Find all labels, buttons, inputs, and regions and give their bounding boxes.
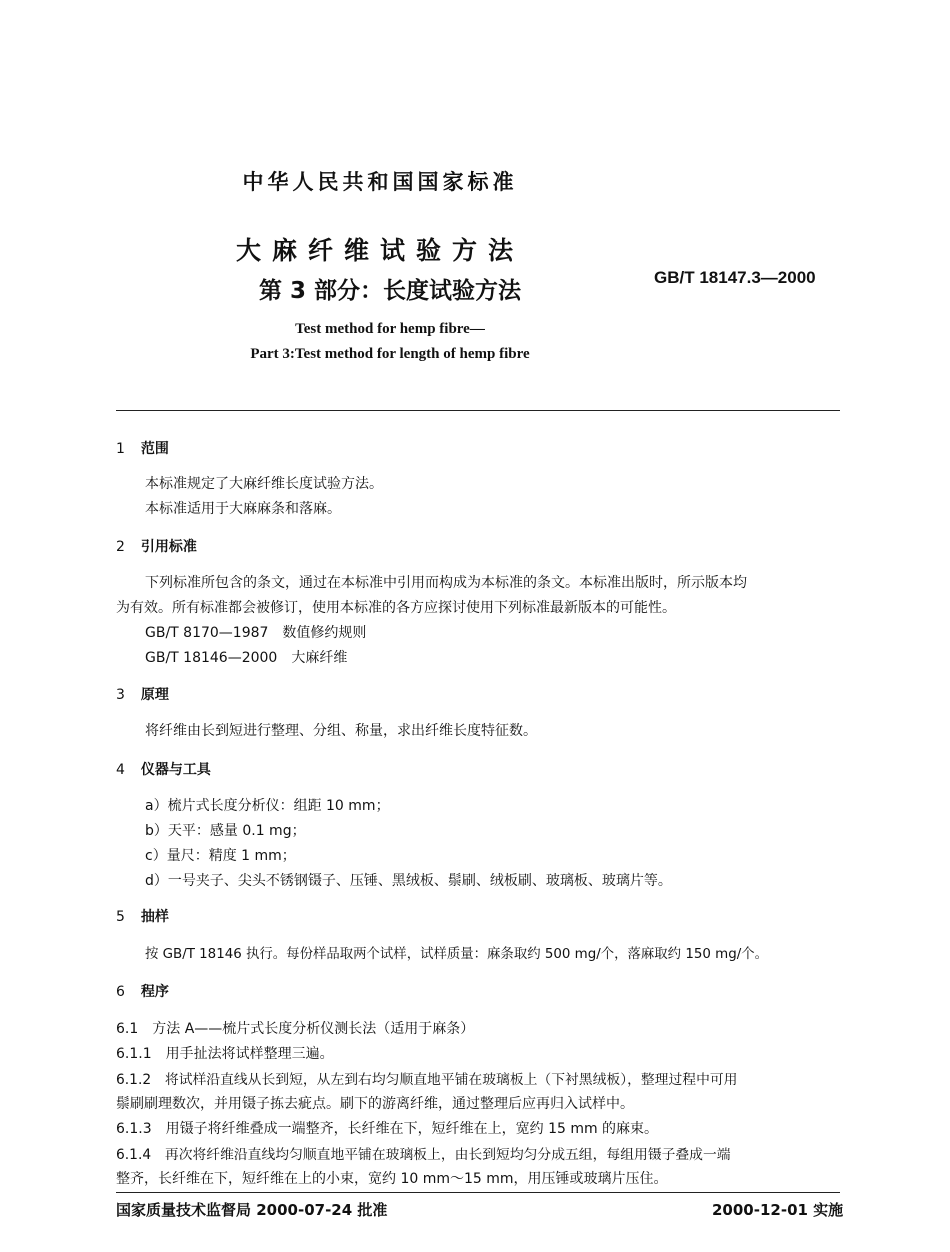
- section-6-heading: [116, 981, 169, 1001]
- footer-divider: [116, 1192, 840, 1193]
- section-5-heading: [116, 906, 169, 926]
- list-item: c）量尺：精度 1 mm；: [145, 848, 296, 864]
- paragraph: 将纤维由长到短进行整理、分组、称量，求出纤维长度特征数。: [145, 723, 537, 739]
- english-title-line1: Test method for hemp fibre—: [295, 321, 485, 337]
- paragraph: 按 GB/T 18146 执行。每份样品取两个试样，试样质量：麻条取约 500 mg/个，落麻取约 150 mg/个。: [145, 947, 768, 962]
- section-number: 5: [116, 909, 125, 925]
- paragraph: 本标准适用于大麻麻条和落麻。: [145, 501, 341, 517]
- list-item: d）一号夹子、尖头不锈钢镊子、压锤、黑绒板、鬃刷、绒板刷、玻璃板、玻璃片等。: [145, 873, 672, 889]
- standard-code: GB/T 18147.3—2000: [654, 268, 816, 287]
- section-title: 范围: [140, 441, 169, 457]
- section-number: 2: [116, 539, 125, 555]
- clause: 6.1.3 用镊子将纤维叠成一端整齐，长纤维在下，短纤维在上，宽约 15 mm 的麻束。: [116, 1121, 659, 1137]
- clause: 6.1.4 再次将纤维沿直线均匀顺直地平铺在玻璃板上，由长到短均匀分成五组，每组用镊子叠成一端: [116, 1147, 731, 1163]
- section-3-heading: [116, 684, 169, 704]
- section-title: 引用标准: [140, 539, 197, 555]
- clause: 6.1 方法 A——梳片式长度分析仪测长法（适用于麻条）: [116, 1021, 475, 1037]
- section-title: 仪器与工具: [140, 762, 211, 778]
- section-number: 1: [116, 441, 125, 457]
- section-number: 3: [116, 687, 125, 703]
- national-standard-heading: 中华人民共和国国家标准: [242, 170, 518, 194]
- clause-continuation: 整齐，长纤维在下，短纤维在上的小束，宽约 10 mm～15 mm，用压锤或玻璃片压住。: [116, 1171, 668, 1187]
- section-1-heading: [116, 438, 169, 458]
- clause-continuation: 鬃刷刷理数次，并用镊子拣去疵点。刷下的游离纤维，通过整理后应再归入试样中。: [116, 1096, 634, 1112]
- paragraph: 下列标准所包含的条文，通过在本标准中引用而构成为本标准的条文。本标准出版时，所示版本均: [145, 575, 747, 591]
- paragraph-continuation: 为有效。所有标准都会被修订，使用本标准的各方应探讨使用下列标准最新版本的可能性。: [116, 600, 676, 616]
- document-part-title: 第 3 部分：长度试验方法: [258, 278, 522, 304]
- section-title: 原理: [140, 687, 169, 703]
- clause: 6.1.2 将试样沿直线从长到短，从左到右均匀顺直地平铺在玻璃板上（下衬黑绒板），整理过程中可用: [116, 1072, 738, 1088]
- english-title-line2: Part 3:Test method for length of hemp fibre: [250, 346, 530, 362]
- header-divider: [116, 410, 840, 411]
- reference-item: GB/T 18146—2000 大麻纤维: [145, 650, 348, 666]
- approval-note: 国家质量技术监督局 2000-07-24 批准: [116, 1201, 388, 1219]
- section-number: 6: [116, 984, 125, 1000]
- section-4-heading: [116, 759, 211, 779]
- section-number: 4: [116, 762, 125, 778]
- section-title: 程序: [140, 984, 169, 1000]
- list-item: a）梳片式长度分析仪：组距 10 mm；: [145, 798, 390, 814]
- list-item: b）天平：感量 0.1 mg；: [145, 823, 306, 839]
- reference-item: GB/T 8170—1987 数值修约规则: [145, 625, 367, 641]
- document-title: 大麻纤维试验方法: [235, 236, 524, 265]
- implementation-date: 2000-12-01 实施: [712, 1201, 844, 1219]
- section-2-heading: [116, 536, 197, 556]
- clause: 6.1.1 用手扯法将试样整理三遍。: [116, 1046, 334, 1062]
- paragraph: 本标准规定了大麻纤维长度试验方法。: [145, 476, 383, 492]
- section-title: 抽样: [140, 909, 169, 925]
